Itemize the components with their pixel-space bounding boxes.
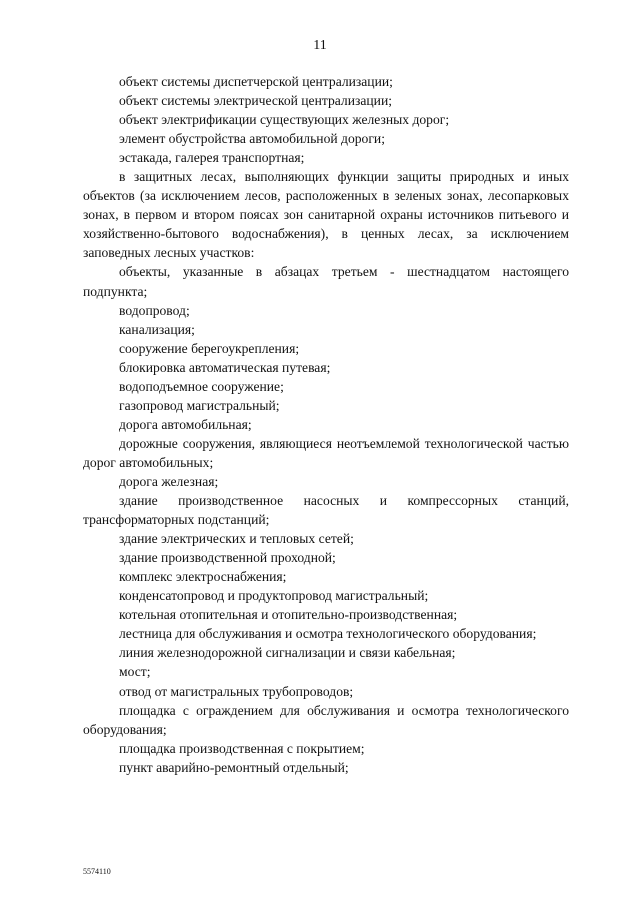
paragraph: площадка с ограждением для обслуживания и осмотра технологического оборудования; <box>83 702 569 737</box>
paragraph: здание производственное насосных и компрессорных станций, трансформаторных подстанций; <box>83 493 569 528</box>
paragraph: пункт аварийно-ремонтный отдельный; <box>119 759 349 775</box>
page-number: 11 <box>313 38 327 53</box>
paragraph: газопровод магистральный; <box>119 397 280 413</box>
paragraph: комплекс электроснабжения; <box>119 569 287 585</box>
paragraph: элемент обустройства автомобильной дороги; <box>119 131 385 147</box>
paragraph: отвод от магистральных трубопроводов; <box>119 683 354 699</box>
paragraph: мост; <box>119 664 151 680</box>
paragraph: лестница для обслуживания и осмотра технологического оборудования; <box>119 626 537 642</box>
paragraph: сооружение берегоукрепления; <box>119 340 300 356</box>
paragraph: дорога железная; <box>119 473 219 489</box>
paragraph: в защитных лесах, выполняющих функции защиты природных и иных объектов (за исключением лесов, расположенных в зеленых зонах, лесопарковых зонах, в первом и втором поясах зон санитарной охраны источников питьевого и хозяйственно-бытового водоснабжения), в ценных лесах, за исключением заповедных лесных участков: <box>83 169 569 261</box>
document-code: 5574110 <box>83 867 111 876</box>
document-body <box>83 72 569 777</box>
paragraph: дорога автомобильная; <box>119 416 252 432</box>
paragraph: блокировка автоматическая путевая; <box>119 359 331 375</box>
paragraph: объект электрификации существующих железных дорог; <box>119 112 450 128</box>
paragraph: линия железнодорожной сигнализации и связи кабельная; <box>119 645 456 661</box>
paragraph: площадка производственная с покрытием; <box>119 740 365 756</box>
paragraph: объект системы диспетчерской централизации; <box>119 74 393 89</box>
paragraph: водоподъемное сооружение; <box>119 378 284 394</box>
paragraph: здание электрических и тепловых сетей; <box>119 531 354 547</box>
paragraph: канализация; <box>119 321 195 337</box>
paragraph: водопровод; <box>119 302 190 318</box>
paragraph: объекты, указанные в абзацах третьем - шестнадцатом настоящего подпункта; <box>83 264 569 299</box>
paragraph: дорожные сооружения, являющиеся неотъемлемой технологической частью дорог автомобильных; <box>83 435 569 470</box>
paragraph: конденсатопровод и продуктопровод магистральный; <box>119 588 429 604</box>
paragraph: котельная отопительная и отопительно-производственная; <box>119 607 458 623</box>
paragraph: объект системы электрической централизации; <box>119 93 392 109</box>
paragraph: здание производственной проходной; <box>119 550 336 566</box>
paragraph: эстакада, галерея транспортная; <box>119 150 305 166</box>
